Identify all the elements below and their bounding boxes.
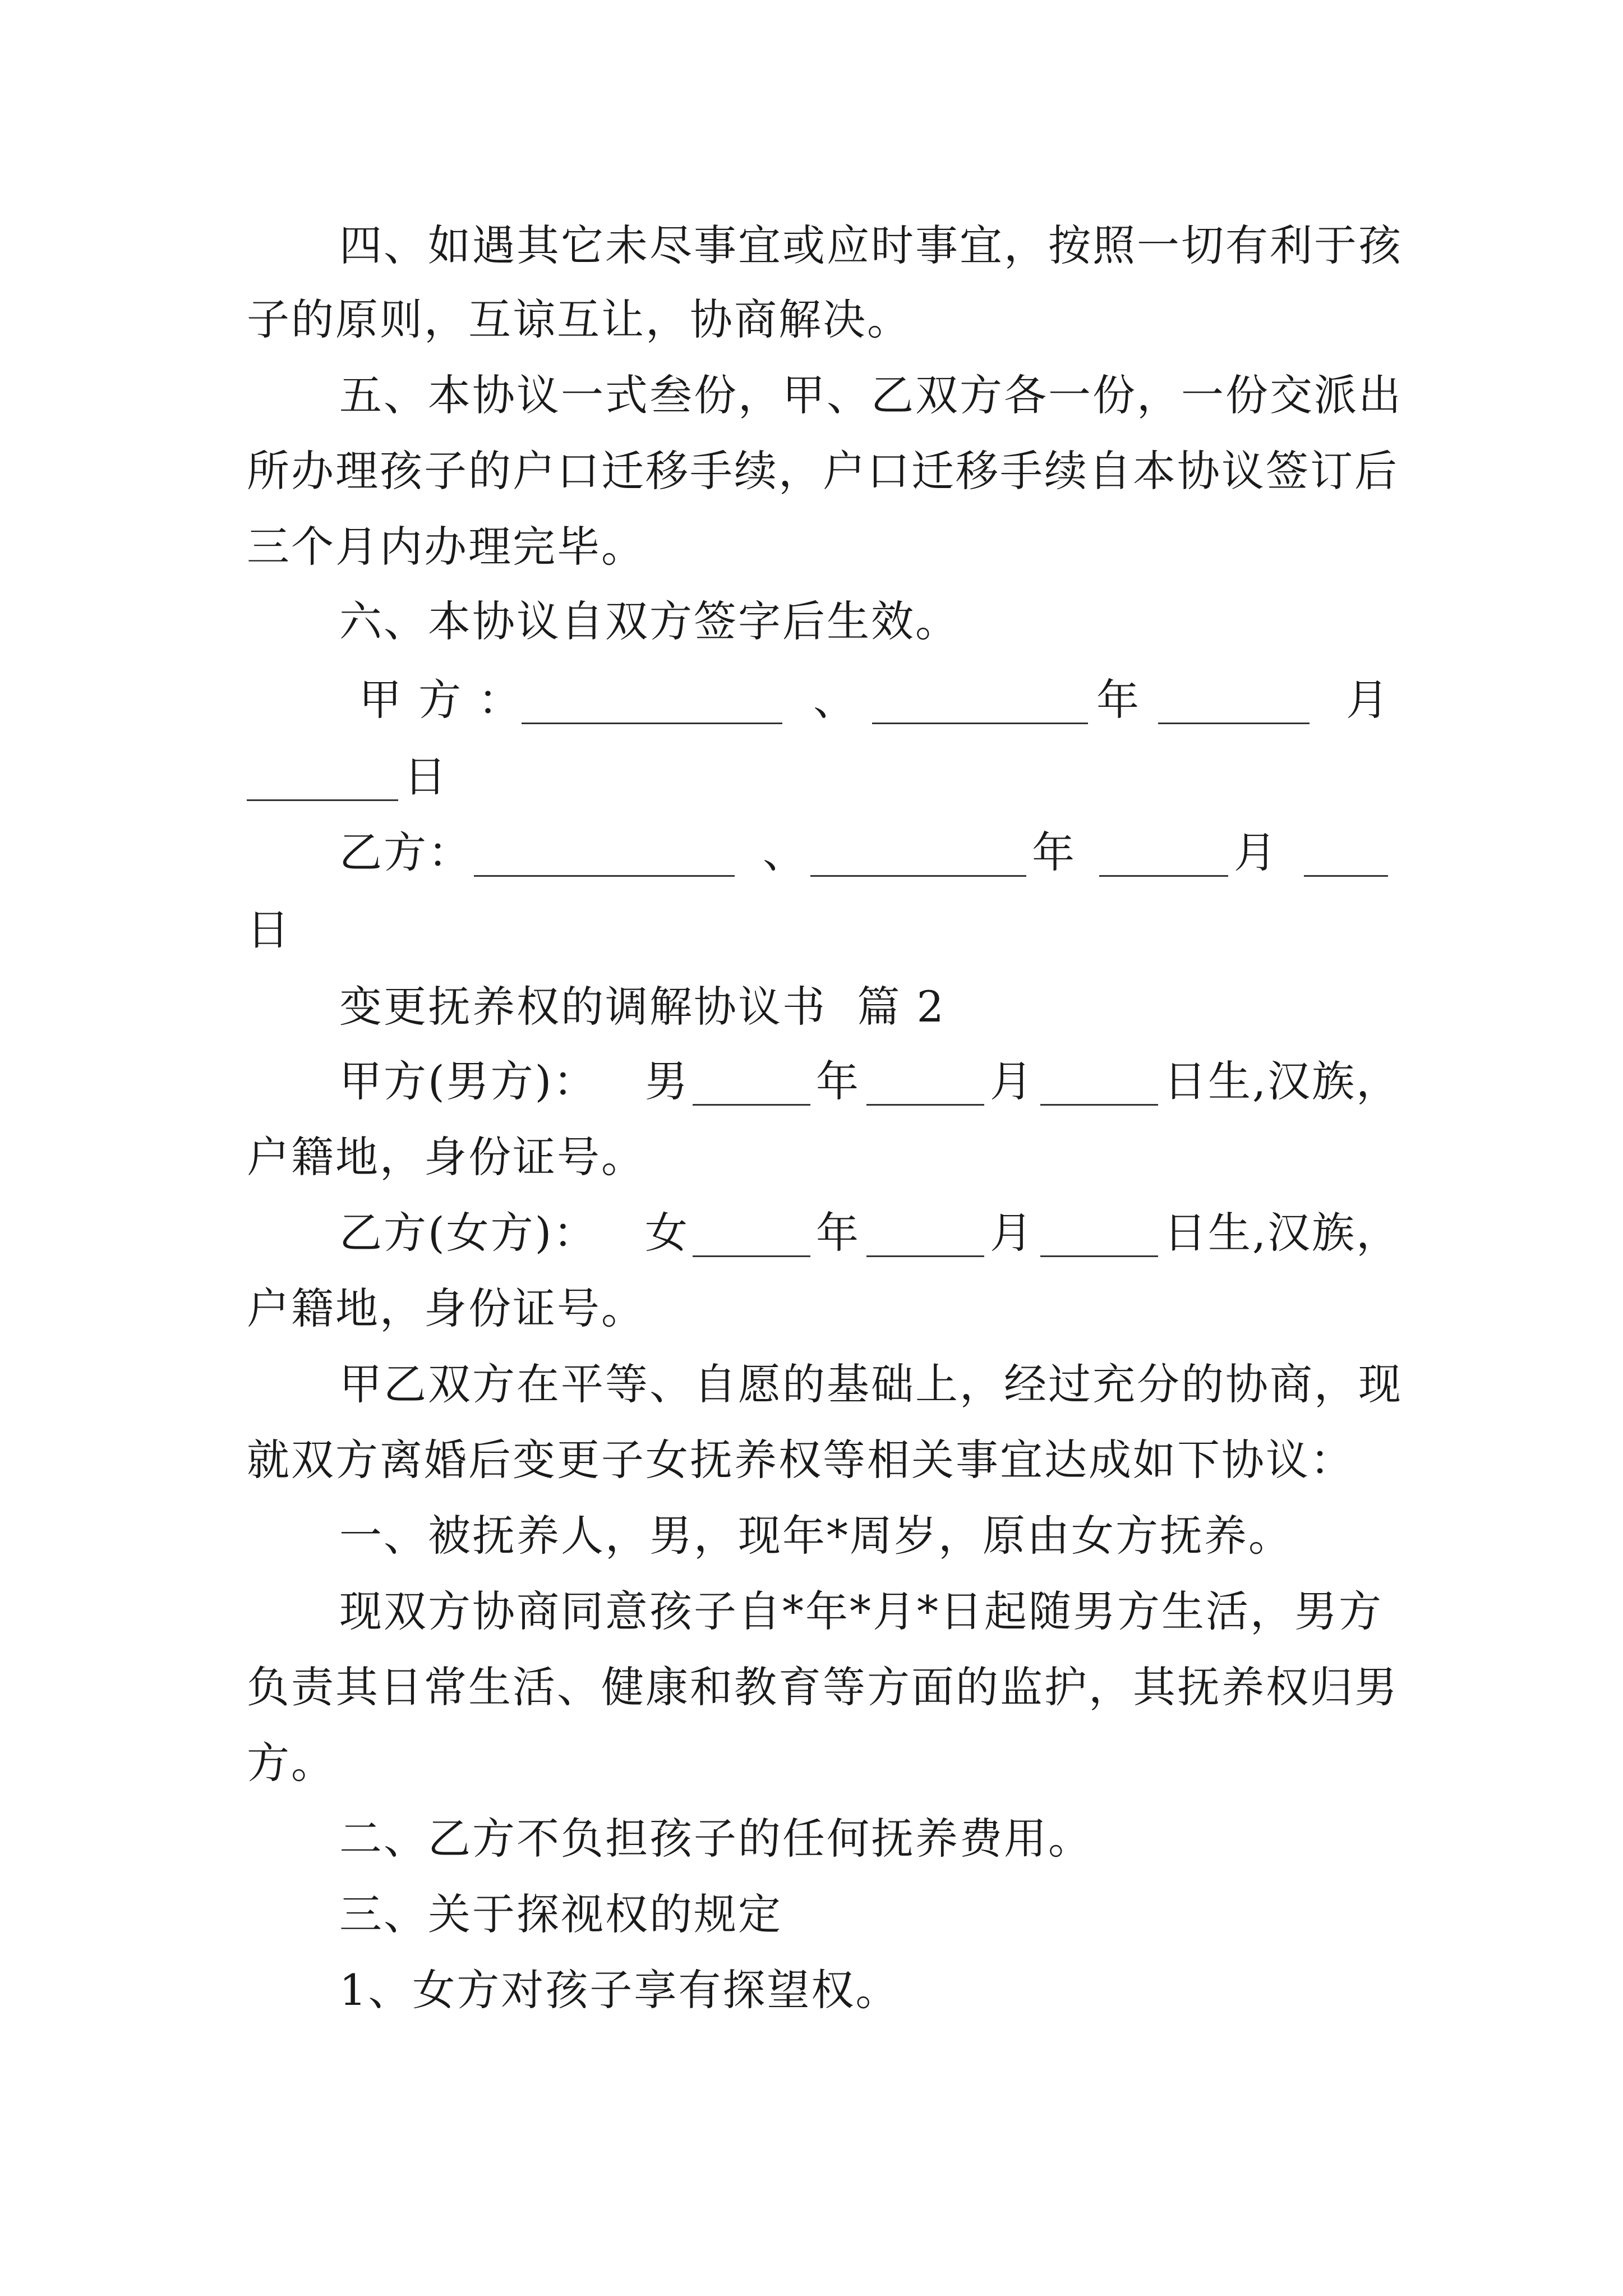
- clause-4-line-1: 四、如遇其它未尽事宜或应时事宜，按照一切有利于孩: [339, 220, 1403, 270]
- party-a-label: 甲方(男方)：: [339, 1056, 598, 1106]
- party-a-gender: 男: [645, 1056, 689, 1106]
- item-3-1: 1、女方对孩子享有探望权。: [339, 1965, 900, 2015]
- sign-b-month-blank: [1099, 836, 1228, 877]
- sign-b-month: 月: [1234, 827, 1278, 877]
- sign-b-separator: 、: [763, 827, 807, 877]
- sign-a-day-blank: [247, 760, 398, 801]
- item-1b-line-3: 方。: [247, 1738, 335, 1788]
- party-b-gender: 女: [645, 1208, 689, 1258]
- party-b-month: 月: [990, 1208, 1034, 1258]
- sign-b-day-blank: [1304, 836, 1388, 877]
- clause-5-line-3: 三个月内办理完毕。: [247, 522, 645, 572]
- item-1: 一、被抚养人，男，现年*周岁，原由女方抚养。: [339, 1511, 1293, 1561]
- party-a-year: 年: [816, 1056, 860, 1106]
- sign-b-year: 年: [1032, 827, 1076, 877]
- sign-b-name-blank: [474, 836, 735, 877]
- party-a-tail: 日生,汉族，: [1164, 1056, 1401, 1106]
- party-b-line-2: 户籍地，身份证号。: [247, 1283, 645, 1333]
- sign-b-date-blank: [810, 836, 1026, 877]
- party-b-label: 乙方(女方)：: [339, 1208, 598, 1258]
- item-1b-line-2: 负责其日常生活、健康和教育等方面的监护，其抚养权归男: [247, 1662, 1399, 1712]
- clause-5-line-1: 五、本协议一式叁份，甲、乙双方各一份，一份交派出: [339, 370, 1403, 420]
- item-2: 二、乙方不负担孩子的任何抚养费用。: [339, 1814, 1092, 1864]
- party-b-tail: 日生,汉族，: [1164, 1208, 1401, 1258]
- clause-4-line-2: 子的原则，互谅互让，协商解决。: [247, 295, 911, 344]
- party-a-line-2: 户籍地，身份证号。: [247, 1132, 645, 1182]
- item-3: 三、关于探视权的规定: [339, 1889, 782, 1939]
- sign-a-label: 甲 方 ：: [359, 675, 523, 725]
- intro-line-1: 甲乙双方在平等、自愿的基础上，经过充分的协商，现: [339, 1359, 1403, 1409]
- section-title: 变更抚养权的调解协议书 篇 2: [339, 982, 946, 1032]
- party-b-month-blank: [866, 1216, 984, 1257]
- party-a-month: 月: [990, 1056, 1034, 1106]
- sign-a-date-blank: [872, 683, 1088, 724]
- sign-b-label: 乙方：: [339, 827, 472, 877]
- party-b-day-blank: [1040, 1216, 1158, 1257]
- sign-a-year: 年: [1096, 675, 1141, 725]
- party-a-month-blank: [866, 1065, 984, 1106]
- sign-a-day: 日: [404, 752, 448, 802]
- party-a-day-blank: [1040, 1065, 1158, 1106]
- clause-5-line-2: 所办理孩子的户口迁移手续，户口迁移手续自本协议签订后: [247, 446, 1399, 496]
- party-a-year-blank: [693, 1065, 810, 1106]
- item-1b-line-1: 现双方协商同意孩子自*年*月*日起随男方生活，男方: [339, 1586, 1383, 1636]
- sign-b-day: 日: [247, 905, 291, 955]
- intro-line-2: 就双方离婚后变更子女抚养权等相关事宜达成如下协议：: [247, 1435, 1354, 1485]
- sign-a-month-blank: [1158, 683, 1310, 724]
- sign-a-name-blank: [522, 683, 782, 724]
- party-b-year: 年: [816, 1208, 860, 1258]
- party-b-year-blank: [693, 1216, 810, 1257]
- clause-6: 六、本协议自双方签字后生效。: [339, 596, 960, 646]
- sign-a-month: 月: [1346, 675, 1390, 725]
- sign-a-separator: 、: [813, 675, 857, 725]
